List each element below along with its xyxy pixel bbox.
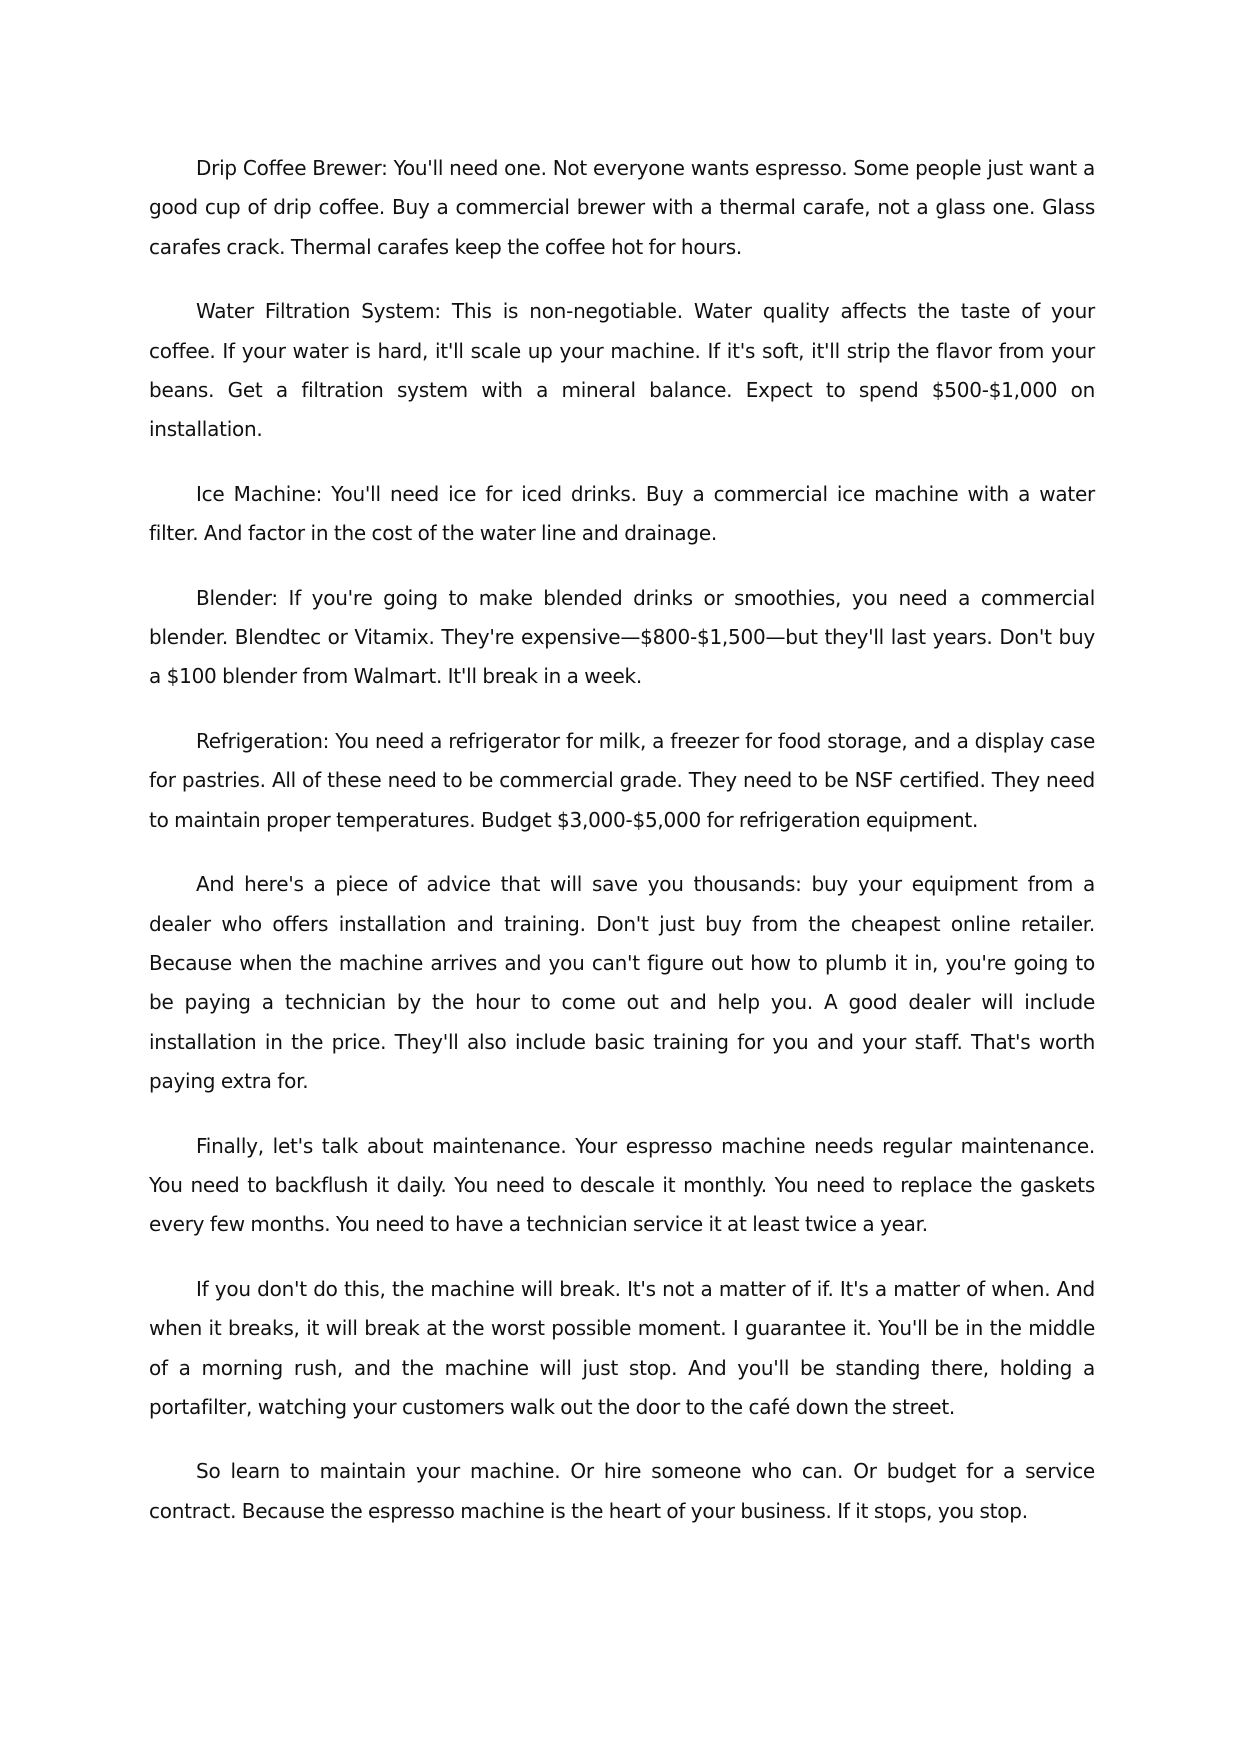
paragraph-maintenance: Finally, let's talk about maintenance. Your espresso machine needs regular maintenance. You need to backflush it daily. You need to descale it monthly. You need to replace the gaskets every few months. You need to have a technician service it at least twice a year. <box>149 1133 1095 1237</box>
paragraph-ice-machine: Ice Machine: You'll need ice for iced drinks. Buy a commercial ice machine with a water filter. And factor in the cost of the water line and drainage. <box>149 481 1095 546</box>
paragraph-water-filtration: Water Filtration System: This is non-negotiable. Water quality affects the taste of your coffee. If your water is hard, it'll scale up your machine. If it's soft, it'll strip the flavor from your beans. Get a filtration system with a mineral balance. Expect to spend $500-$1,000 on installation. <box>149 299 1095 442</box>
paragraph-blender: Blender: If you're going to make blended drinks or smoothies, you need a commercial blender. Blendtec or Vitamix. They're expensive—$800-$1,500—but they'll last years. Don't buy a $100 blender from Walmart. It'll break in a week. <box>149 585 1095 689</box>
paragraph-refrigeration: Refrigeration: You need a refrigerator for milk, a freezer for food storage, and a display case for pastries. All of these need to be commercial grade. They need to be NSF certified. They need to maintain proper temperatures. Budget $3,000-$5,000 for refrigeration equipment. <box>149 728 1095 832</box>
paragraph-dealer-advice: And here's a piece of advice that will save you thousands: buy your equipment from a dealer who offers installation and training. Don't just buy from the cheapest online retailer. Because when the machine arrives and you can't figure out how to plumb it in, you're going to be paying a technician by the hour to come out and help you. A good dealer will include installation in the price. They'll also include basic training for you and your staff. That's worth paying extra for. <box>149 872 1095 1094</box>
paragraph-conclusion: So learn to maintain your machine. Or hire someone who can. Or budget for a service contract. Because the espresso machine is the heart of your business. If it stops, you stop. <box>149 1459 1095 1523</box>
paragraph-machine-break: If you don't do this, the machine will break. It's not a matter of if. It's a matter of when. And when it breaks, it will break at the worst possible moment. I guarantee it. You'll be in the middle of a morning rush, and the machine will just stop. And you'll be standing there, holding a portafilter, watching your customers walk out the door to the café down the street. <box>149 1276 1095 1419</box>
paragraph-drip-coffee-brewer: Drip Coffee Brewer: You'll need one. Not everyone wants espresso. Some people just want a good cup of drip coffee. Buy a commercial brewer with a thermal carafe, not a glass one. Glass carafes crack. Thermal carafes keep the coffee hot for hours. <box>149 156 1095 259</box>
document-body <box>149 149 1095 1556</box>
